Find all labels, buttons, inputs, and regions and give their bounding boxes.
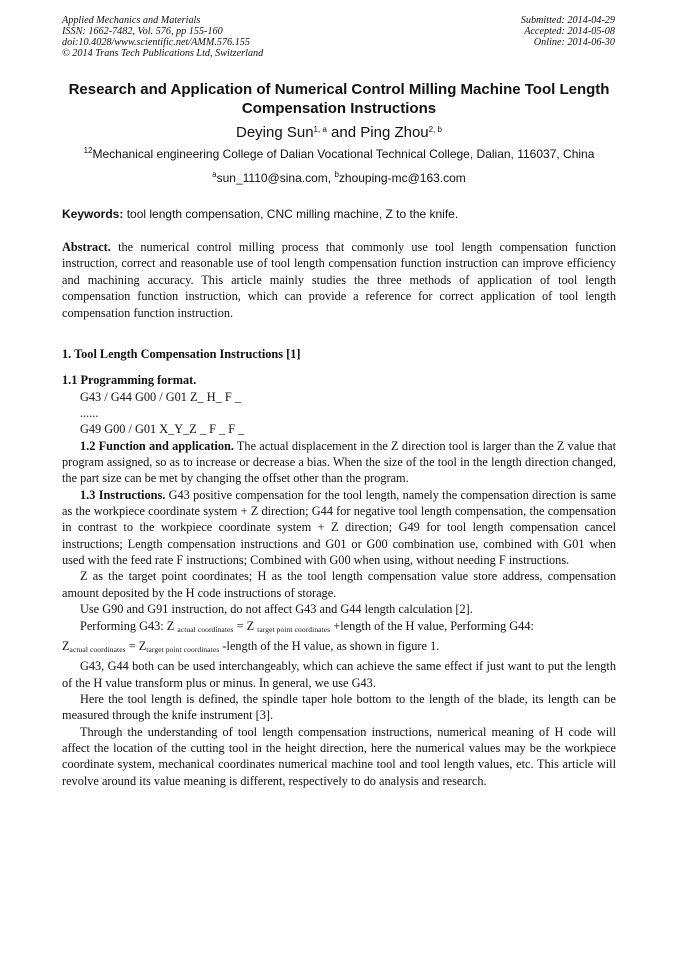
formula-g44-eq: = Z — [125, 638, 147, 653]
journal-name: Applied Mechanics and Materials — [62, 15, 201, 26]
formula-g44-a: Z — [62, 638, 70, 653]
paragraph-interchange: G43, G44 both can be used interchangeably, which can achieve the same effect if just want to put the length of the H value transform plus or minus. In general, we use G43. — [62, 659, 616, 690]
subscript-actual-2: actual coordinates — [69, 644, 126, 654]
authors — [62, 123, 616, 142]
author-2: Ping Zhou — [360, 124, 429, 141]
paragraph-1-2 — [62, 438, 616, 487]
keywords — [62, 207, 616, 222]
subsection-1-1-heading: 1.1 Programming format. — [62, 373, 197, 388]
code-line-2: ...... — [80, 406, 99, 421]
affiliation-sup: 12 — [83, 146, 93, 155]
email-b-sup: b — [334, 170, 339, 179]
doi-line: doi:10.4028/www.scientific.net/AMM.576.155 — [62, 37, 250, 48]
abstract — [62, 239, 616, 321]
paragraph-performing — [62, 618, 616, 638]
subsection-1-2-label: 1.2 Function and application. — [80, 438, 234, 453]
subscript-target-2: target point coordinates — [146, 644, 220, 654]
affiliation — [62, 147, 616, 162]
submission-dates — [521, 15, 615, 48]
subsection-1-3-label: 1.3 Instructions. — [80, 487, 166, 502]
paragraph-1-3-text: G43 positive compensation for the tool length, namely the compensation direction is same as the workpiece coordinate system + Z direction; G44 for negative tool length compensation, the compensation in contrast to the workpiece coordinate system + Z direction; G49 for tool length compensation cancel instructions; Length compensation instructions and G01 or G00 combination use, combined with G01 when used with the feed rate F instructions; Combined with G00 when using, without needing F instructions. — [62, 487, 616, 568]
author-emails — [62, 171, 616, 186]
keywords-text: tool length compensation, CNC milling machine, Z to the knife. — [123, 207, 459, 221]
formula-g43-b: +length of the H value, Performing G44: — [330, 618, 534, 633]
section-1-heading: 1. Tool Length Compensation Instructions [1] — [62, 347, 301, 361]
formula-g43-a: Performing G43: Z — [80, 618, 178, 633]
submitted-date: Submitted: 2014-04-29 — [520, 15, 615, 26]
section-1 — [62, 346, 616, 789]
subscript-actual: actual coordinates — [177, 624, 234, 634]
paragraph-g90: Use G90 and G91 instruction, do not affect G43 and G44 length calculation [2]. — [80, 602, 473, 617]
online-date: Online: 2014-06-30 — [533, 37, 615, 48]
affiliation-text: Mechanical engineering College of Dalian Vocational Technical College, Dalian, 116037, China — [92, 147, 595, 161]
subscript-target: target point coordinates — [257, 624, 331, 634]
paper-title: Research and Application of Numerical Control Milling Machine Tool Length Compensation Instructions — [68, 81, 610, 117]
paragraph-tool-length: Here the tool length is defined, the spindle taper hole bottom to the length of the blade, its length can be measured through the knife instrument [3]. — [62, 691, 616, 723]
author-conj: and — [326, 124, 361, 141]
email-a-sup: a — [212, 170, 217, 179]
code-line-3: G49 G00 / G01 X_Y_Z _ F _ F _ — [80, 422, 245, 437]
copyright-line: © 2014 Trans Tech Publications Ltd, Switzerland — [62, 48, 264, 59]
email-a[interactable]: sun_1110@sina.com, — [216, 171, 335, 185]
author-1: Deying Sun — [235, 124, 314, 141]
author-2-sup: 2, b — [428, 125, 442, 134]
paragraph-performing-2 — [62, 638, 616, 658]
paragraph-1-3 — [62, 487, 616, 569]
paragraph-1-2-text: The actual displacement in the Z direction tool is larger than the Z value that program assigned, so as to increase or decrease a bias. When the size of the tool in the length direction changed, the part size can be met by changing the offset other than the program. — [62, 438, 616, 486]
abstract-text: the numerical control milling process that commonly use tool length compensation function instruction, correct and reasonable use of tool length compensation function instruction can improve efficiency and machining accuracy. This article mainly studies the three methods of application of tool length compensation function instruction, which can provide a reference for correct application of tool length compensation function instruction. — [62, 240, 616, 320]
abstract-label: Abstract. — [62, 240, 111, 254]
author-1-sup: 1, a — [313, 125, 327, 134]
journal-info — [62, 15, 263, 59]
email-b[interactable]: zhouping-mc@163.com — [338, 171, 466, 185]
code-line-1: G43 / G44 G00 / G01 Z_ H_ F _ — [80, 389, 241, 404]
paragraph-understanding: Through the understanding of tool length compensation instructions, numerical meaning of H code will affect the location of the cutting tool in the height direction, here the numerical values may be the workpiece coordinate system, mechanical coordinates numerical machine tool and tool length values, etc. This article will revolve around its value meaning is different, respectively to do analysis and research. — [62, 724, 616, 788]
formula-g44-b: -length of the H value, as shown in figure 1. — [219, 638, 440, 653]
paragraph-z-target: Z as the target point coordinates; H as the tool length compensation value store address, compensation amount deposited by the H code instructions of storage. — [62, 569, 616, 600]
formula-g43-eq: = Z — [233, 618, 258, 633]
issn-line: ISSN: 1662-7482, Vol. 576, pp 155-160 — [62, 26, 223, 37]
keywords-label: Keywords: — [62, 207, 124, 221]
accepted-date: Accepted: 2014-05-08 — [524, 26, 615, 37]
